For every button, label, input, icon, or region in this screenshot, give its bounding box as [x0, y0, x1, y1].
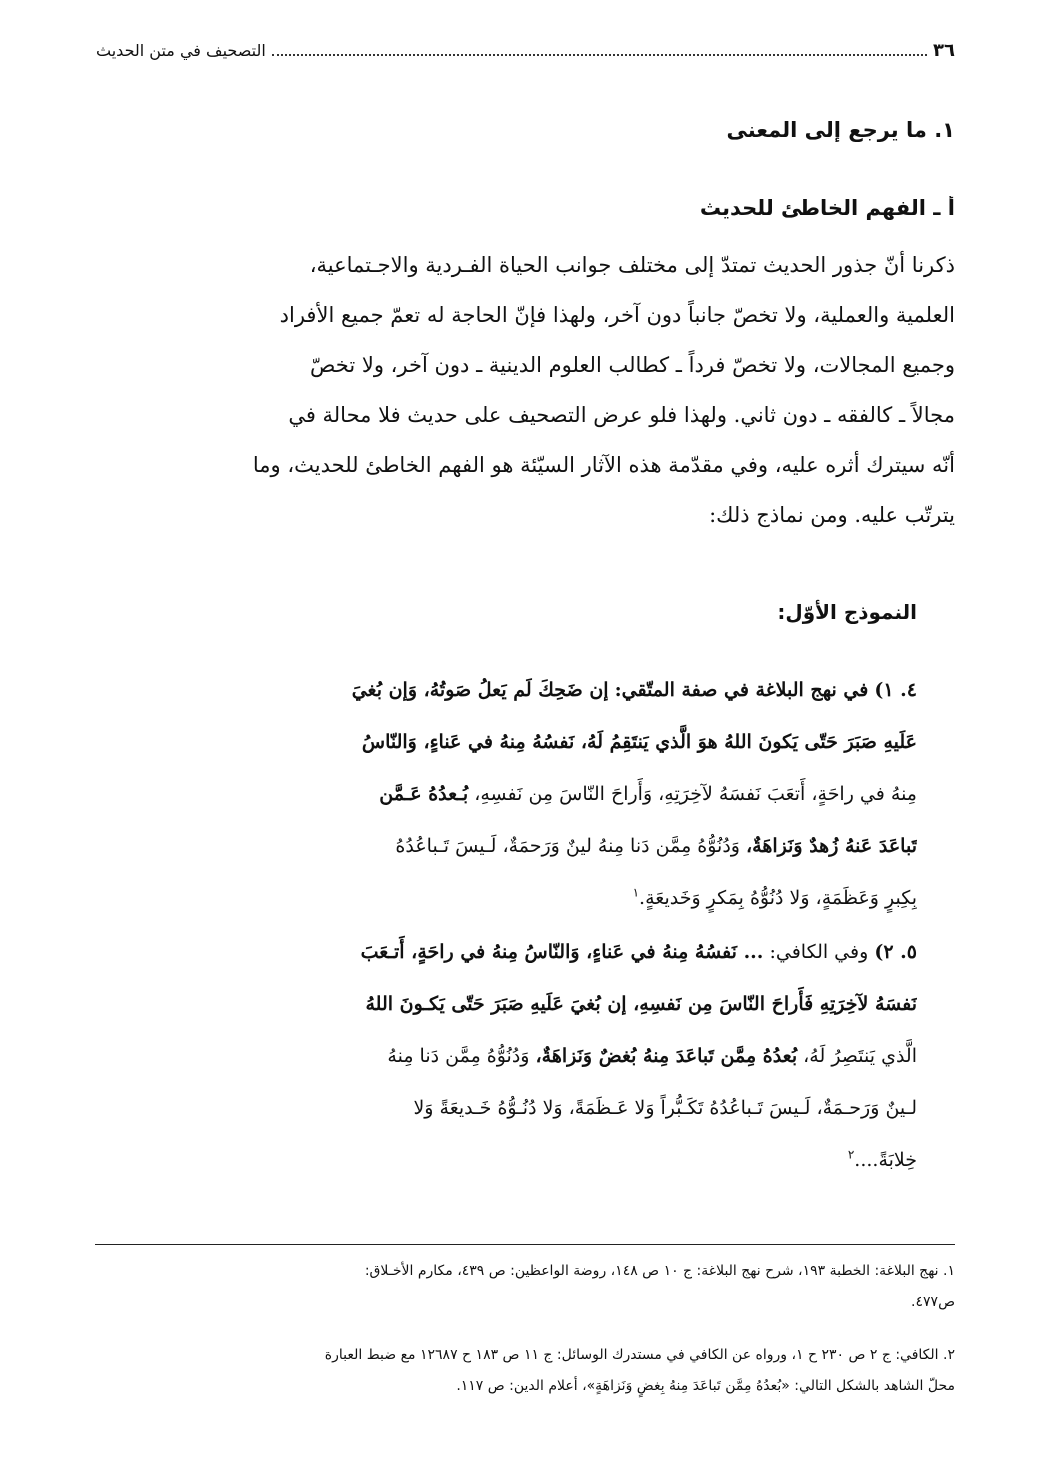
- model-title: النموذج الأوّل:: [777, 600, 917, 624]
- footnote-line: ١. نهج البلاغة: الخطبة ١٩٣، شرح نهج البلاغة: ج ١٠ ص ١٤٨، روضة الواعظين: ص ٤٣٩، مكارم الأخـلاق:: [364, 1263, 955, 1279]
- quote-text: وَدُنُوُّهُ مِمَّن دَنا مِنهُ: [387, 1045, 530, 1067]
- quote-highlight: بُـعدُهُ عَـمَّن: [379, 783, 469, 805]
- paragraph-line: العلمية والعملية، ولا تخصّ جانباً دون آخر، ولهذا فإنّ الحاجة له تعمّ جميع الأفراد: [279, 303, 955, 327]
- quote-intro: وفي الكافي:: [769, 941, 869, 963]
- quote-highlight: تَباعَدَ عَنهُ زُهدٌ وَنَزاهَةٌ،: [746, 835, 917, 857]
- section-subheading: أ ـ الفهم الخاطئ للحديث: [699, 196, 955, 220]
- quote-nahj-albalagha: [96, 664, 917, 924]
- quote-line: [96, 926, 917, 978]
- footnote-2: [96, 1340, 955, 1402]
- quote-line: نَفسَهُ لآخِرَتِهِ فَأَراحَ النّاسَ مِن نَفسِهِ، إن بُغيَ عَلَيهِ صَبَرَ حَتّى يَكـونَ اللهُ: [365, 993, 917, 1015]
- quote-text: ... نَفسُهُ مِنهُ في عَناءٍ، وَالنّاسُ مِنهُ في راحَةٍ، أَتـعَبَ: [360, 941, 764, 963]
- quote-text: إن ضَحِكَ لَم يَعلُ صَوتُهُ، وَإن بُغيَ: [351, 679, 609, 701]
- quote-number: ٥. ٢): [874, 941, 917, 963]
- quote-intro: في نهج البلاغة في صفة المتّقي:: [614, 679, 869, 701]
- footnote-1: [96, 1256, 955, 1318]
- quote-line: [96, 1030, 917, 1082]
- footnote-marker[interactable]: ١: [632, 885, 640, 900]
- quote-line: [96, 768, 917, 820]
- page-number: ٣٦: [933, 40, 955, 61]
- paragraph-line: وجميع المجالات، ولا تخصّ فرداً ـ كطالب العلوم الدينية ـ دون آخر، ولا تخصّ: [310, 353, 955, 377]
- quote-text: خِلابَةً....: [854, 1149, 917, 1171]
- quote-number: ٤. ١): [874, 679, 917, 701]
- footnote-divider: [95, 1244, 955, 1245]
- quote-line: [96, 664, 917, 716]
- header-leader-dots: [272, 44, 927, 56]
- quote-text: مِنهُ في راحَةٍ، أَتعَبَ نَفسَهُ لآخِرَتِهِ، وَأَراحَ النّاسَ مِن نَفسِهِ،: [474, 783, 917, 805]
- book-title: التصحيف في متن الحديث: [96, 41, 266, 60]
- paragraph-line: ذكرنا أنّ جذور الحديث تمتدّ إلى مختلف جوانب الحياة الفـردية والاجـتماعية،: [309, 253, 955, 277]
- quote-line: [96, 820, 917, 872]
- quote-text: الَّذي يَنتَصِرُ لَهُ،: [803, 1045, 917, 1067]
- footnote-marker[interactable]: ٢: [847, 1147, 855, 1162]
- quote-highlight: بُعدُهُ مِمَّن تَباعَدَ مِنهُ بُغضٌ وَنَزاهَةٌ،: [535, 1045, 798, 1067]
- paragraph-line: أنّه سيترك أثره عليه، وفي مقدّمة هذه الآثار السيّئة هو الفهم الخاطئ للحديث، وما: [252, 453, 955, 477]
- quote-alkafi: [96, 926, 917, 1186]
- quote-line: عَلَيهِ صَبَرَ حَتّى يَكونَ اللهُ هوَ الَّذي يَنتَقِمُ لَهُ، نَفسُهُ مِنهُ في عَناءٍ، وَالنّاسُ: [361, 731, 917, 753]
- paragraph-line: مجالاً ـ كالفقه ـ دون ثاني. ولهذا فلو عرض التصحيف على حديث فلا محالة في: [288, 403, 955, 427]
- quote-line: [96, 1134, 917, 1186]
- section-heading: ١. ما يرجع إلى المعنى: [726, 118, 955, 142]
- footnote-line: ٢. الكافي: ج ٢ ص ٢٣٠ ح ١، ورواه عن الكافي في مستدرك الوسائل: ج ١١ ص ١٨٣ ح ١٢٦٨٧ مع ضبط العبارة: [324, 1347, 955, 1363]
- paragraph-line: يترتّب عليه. ومن نماذج ذلك:: [709, 503, 955, 527]
- body-paragraph: [96, 240, 955, 540]
- footnote-line: ص٤٧٧.: [911, 1294, 955, 1310]
- running-header: [96, 40, 955, 61]
- quote-text: بِكِبرٍ وَعَظَمَةٍ، وَلا دُنُوُّهُ بِمَكرٍ وَخَديعَةٍ.: [639, 887, 917, 909]
- quote-line: لـينٌ وَرَحـمَةٌ، لَـيسَ تَـباعُدُهُ تَكَـبُّراً وَلا عَـظَمَةً، وَلا دُنُـوُّهُ خَـديعَةً وَلا: [413, 1097, 917, 1119]
- quote-text: وَدُنُوُّهُ مِمَّن دَنا مِنهُ لينٌ وَرَحمَةٌ، لَـيسَ تَـباعُدُهُ: [395, 835, 740, 857]
- footnote-line: محلّ الشاهد بالشكل التالي: «بُعدُهُ مِمَّن تَباعَدَ مِنهُ بِغضٍ وَنَزاهَةٍ»، أعلام الدين: ص ١١٧.: [456, 1378, 955, 1394]
- quote-line: [96, 872, 917, 924]
